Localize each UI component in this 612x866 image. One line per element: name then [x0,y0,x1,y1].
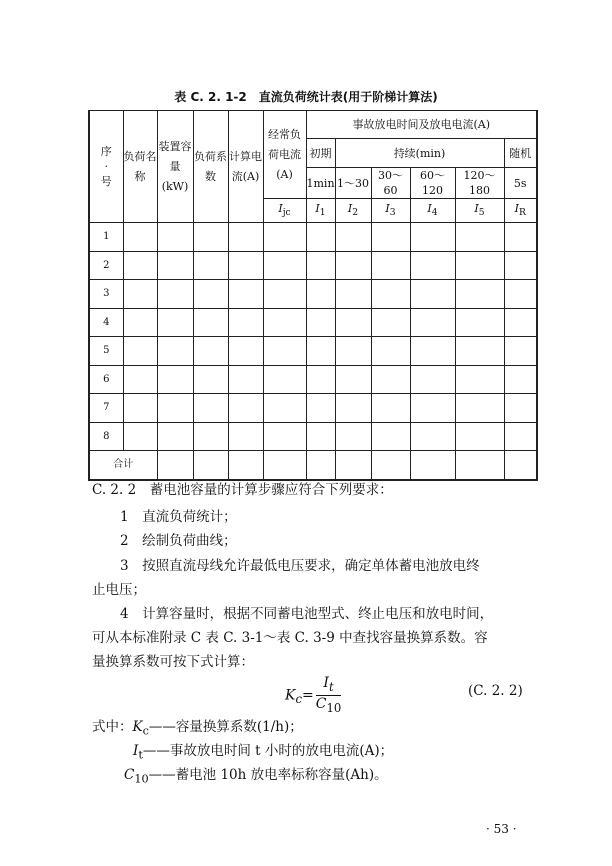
formula: $K_c=$ $\frac{I_t}{C_{10}}$ [285,675,342,715]
empty-cell [263,251,306,280]
row-number: 1 [89,223,123,252]
empty-cell [157,451,193,480]
empty-cell [455,280,504,309]
list-item: 4 计算容量时，根据不同蓄电池型式、终止电压和放电时间， [120,606,494,622]
empty-cell [263,223,306,252]
empty-cell [157,394,193,423]
section-heading: C. 2. 2 蓄电池容量的计算步骤应符合下列要求： [92,482,393,498]
empty-cell [410,280,455,309]
empty-cell [410,422,455,451]
symbol-cell: $I_R$ [504,199,537,223]
empty-cell [193,422,228,451]
empty-cell [157,251,193,280]
table-row [89,394,537,423]
header-capacity: 装置容量(kW) [157,111,193,223]
empty-cell [123,337,157,366]
table-row [89,223,537,252]
empty-cell [371,422,410,451]
empty-cell [228,280,263,309]
header-initial: 初期 [306,139,335,168]
empty-cell [455,365,504,394]
empty-cell [306,451,335,480]
empty-cell [335,251,371,280]
header-accident-discharge: 事故放电时间及放电电流(A) [306,111,537,139]
empty-cell [157,223,193,252]
table-row [89,365,537,394]
symbol-cell: $I_2$ [335,199,371,223]
header-seq: 序 · 号 [89,111,123,223]
table-row [89,280,537,309]
empty-cell [123,251,157,280]
paragraph-line: 止电压； [92,582,146,598]
row-number: 5 [89,337,123,366]
symbol-cell: $I_3$ [371,199,410,223]
list-item: 1 直流负荷统计； [120,509,237,525]
header-calc-current: 计算电流(A) [228,111,263,223]
empty-cell [504,451,537,480]
row-number: 6 [89,365,123,394]
empty-cell [504,280,537,309]
symbol-cell: $I_1$ [306,199,335,223]
empty-cell [123,422,157,451]
empty-cell [504,223,537,252]
table-row [89,251,537,280]
dc-load-statistics-table [88,110,538,481]
empty-cell [263,280,306,309]
list-item: 3 按照直流母线允许最低电压要求，确定单体蓄电池放电终 [120,558,480,574]
empty-cell [123,223,157,252]
equation-number: (C. 2. 2) [468,683,523,699]
empty-cell [306,422,335,451]
row-number: 4 [89,308,123,337]
empty-cell [504,394,537,423]
empty-cell [263,451,306,480]
definition-line: $I_t——$事故放电时间 t 小时的放电电流(A)； [133,743,394,762]
empty-cell [455,223,504,252]
definition-line: $C_{10}——$蓄电池 10h 放电率标称容量(Ah)。 [124,767,388,786]
row-number: 2 [89,251,123,280]
empty-cell [335,223,371,252]
total-label: 合计 [89,451,157,480]
empty-cell [410,337,455,366]
header-continuous: 持续(min) [335,139,504,168]
empty-cell [263,365,306,394]
empty-cell [371,394,410,423]
empty-cell [193,337,228,366]
empty-cell [335,280,371,309]
empty-cell [410,251,455,280]
empty-cell [123,280,157,309]
empty-cell [228,394,263,423]
empty-cell [410,223,455,252]
empty-cell [228,223,263,252]
table-row [89,308,537,337]
empty-cell [504,337,537,366]
empty-cell [335,308,371,337]
empty-cell [306,365,335,394]
table-row [89,451,537,480]
definition-line: 式中：$K_c——$容量换算系数(1/h)； [92,719,303,738]
empty-cell [371,337,410,366]
header-random: 随机 [504,139,537,168]
empty-cell [157,422,193,451]
time-cell: 120～180 [455,168,504,199]
empty-cell [123,394,157,423]
empty-cell [371,308,410,337]
empty-cell [335,365,371,394]
empty-cell [371,223,410,252]
time-cell: 60～120 [410,168,455,199]
empty-cell [455,451,504,480]
empty-cell [193,251,228,280]
time-cell: 5s [504,168,537,199]
empty-cell [455,308,504,337]
table-row [89,422,537,451]
empty-cell [193,308,228,337]
table-row [89,337,537,366]
empty-cell [335,337,371,366]
empty-cell [157,365,193,394]
paragraph-line: 量换算系数可按下式计算： [92,654,254,670]
empty-cell [123,308,157,337]
empty-cell [228,365,263,394]
empty-cell [157,280,193,309]
empty-cell [228,422,263,451]
empty-cell [504,308,537,337]
empty-cell [504,422,537,451]
empty-cell [228,451,263,480]
empty-cell [455,422,504,451]
time-cell: 1min [306,168,335,199]
header-name: 负荷名称 [123,111,157,223]
empty-cell [228,251,263,280]
empty-cell [193,365,228,394]
empty-cell [263,337,306,366]
empty-cell [335,394,371,423]
empty-cell [410,308,455,337]
empty-cell [371,251,410,280]
empty-cell [306,394,335,423]
header-regular-current: 经常负荷电流(A) [263,111,306,199]
empty-cell [371,365,410,394]
empty-cell [410,365,455,394]
row-number: 8 [89,422,123,451]
time-cell: 1～30 [335,168,371,199]
empty-cell [455,251,504,280]
empty-cell [306,251,335,280]
list-item: 2 绘制负荷曲线； [120,533,237,549]
empty-cell [193,280,228,309]
empty-cell [228,308,263,337]
empty-cell [306,308,335,337]
symbol-cell: $I_{jc}$ [263,199,306,223]
empty-cell [306,337,335,366]
empty-cell [504,365,537,394]
empty-cell [455,337,504,366]
empty-cell [306,280,335,309]
row-number: 7 [89,394,123,423]
empty-cell [504,251,537,280]
empty-cell [410,451,455,480]
header-coef: 负荷系数 [193,111,228,223]
symbol-cell: $I_4$ [410,199,455,223]
empty-cell [263,394,306,423]
empty-cell [371,280,410,309]
row-number: 3 [89,280,123,309]
symbol-cell: $I_5$ [455,199,504,223]
empty-cell [228,337,263,366]
table-title: 表 C. 2. 1-2 直流负荷统计表(用于阶梯计算法) [174,90,438,104]
empty-cell [193,223,228,252]
empty-cell [306,223,335,252]
empty-cell [193,451,228,480]
empty-cell [263,422,306,451]
time-cell: 30～60 [371,168,410,199]
empty-cell [335,451,371,480]
empty-cell [455,394,504,423]
empty-cell [157,337,193,366]
page-number: · 53 · [486,822,517,836]
empty-cell [371,451,410,480]
empty-cell [263,308,306,337]
empty-cell [157,308,193,337]
paragraph-line: 可从本标准附录 C 表 C. 3-1～表 C. 3-9 中查找容量换算系数。容 [92,630,488,646]
empty-cell [335,422,371,451]
empty-cell [123,365,157,394]
empty-cell [193,394,228,423]
empty-cell [410,394,455,423]
